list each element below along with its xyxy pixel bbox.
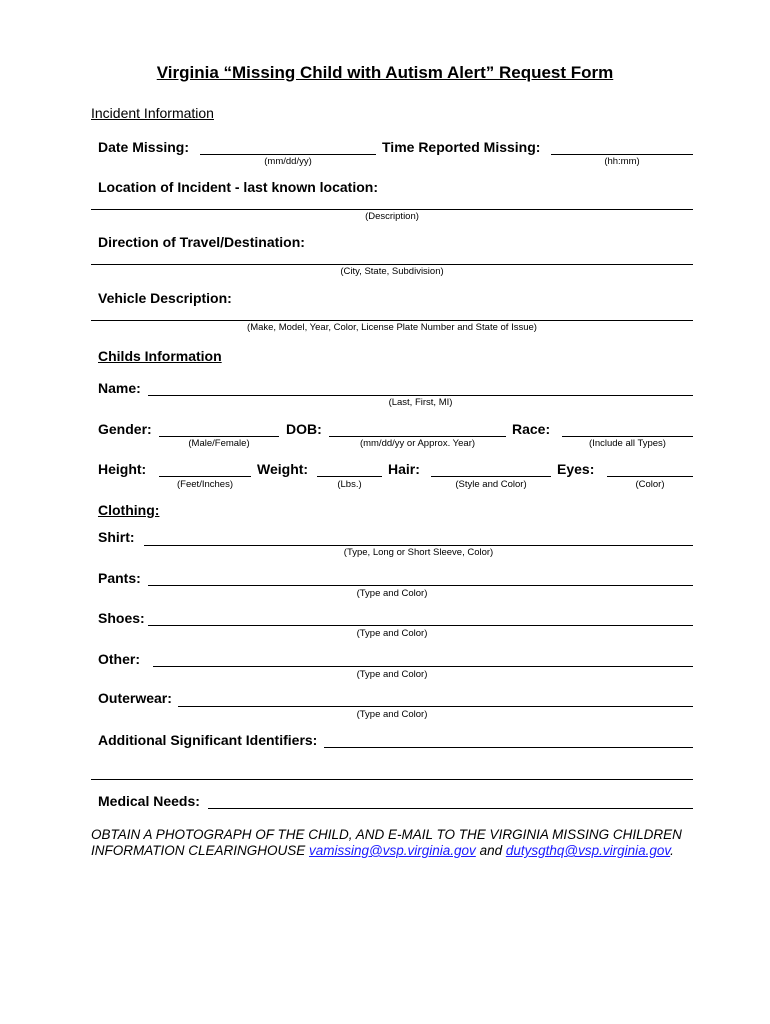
incident-heading: Incident Information: [91, 105, 214, 121]
eyes-hint: (Color): [635, 479, 665, 490]
shoes-hint: (Type and Color): [356, 628, 428, 639]
weight-label: Weight:: [257, 461, 309, 477]
shirt-label: Shirt:: [98, 529, 135, 545]
direction-label: Direction of Travel/Destination:: [98, 234, 305, 250]
child-heading: Childs Information: [98, 348, 222, 364]
height-hint: (Feet/Inches): [177, 479, 233, 490]
shirt-hint: (Type, Long or Short Sleeve, Color): [343, 547, 494, 558]
gender-label: Gender:: [98, 421, 152, 437]
additional-field[interactable]: [324, 747, 693, 748]
shirt-field[interactable]: [144, 545, 693, 546]
outerwear-label: Outerwear:: [98, 690, 172, 706]
time-reported-field[interactable]: [551, 154, 693, 155]
shoes-label: Shoes:: [98, 610, 145, 626]
dob-hint: (mm/dd/yy or Approx. Year): [359, 438, 476, 449]
other-field[interactable]: [153, 666, 693, 667]
time-reported-label: Time Reported Missing:: [382, 139, 541, 155]
direction-hint: (City, State, Subdivision): [340, 266, 444, 277]
hair-hint: (Style and Color): [455, 479, 527, 490]
race-field[interactable]: [562, 436, 693, 437]
vehicle-field[interactable]: [91, 320, 693, 321]
date-missing-field[interactable]: [200, 154, 376, 155]
location-hint: (Description): [365, 211, 419, 222]
dob-label: DOB:: [286, 421, 322, 437]
date-missing-label: Date Missing:: [98, 139, 190, 155]
outerwear-field[interactable]: [178, 706, 693, 707]
eyes-field[interactable]: [607, 476, 693, 477]
note-text-and: and: [475, 843, 506, 858]
name-field[interactable]: [148, 395, 693, 396]
hair-label: Hair:: [388, 461, 420, 477]
race-label: Race:: [512, 421, 551, 437]
other-label: Other:: [98, 651, 140, 667]
shoes-field[interactable]: [148, 625, 693, 626]
direction-field[interactable]: [91, 264, 693, 265]
additional-field-line2[interactable]: [91, 779, 693, 780]
pants-hint: (Type and Color): [356, 588, 428, 599]
additional-label: Additional Significant Identifiers:: [98, 732, 318, 748]
instruction-note: [91, 827, 691, 859]
time-reported-hint: (hh:mm): [604, 156, 640, 167]
outerwear-hint: (Type and Color): [356, 709, 428, 720]
gender-field[interactable]: [159, 436, 279, 437]
note-text-end: .: [670, 843, 674, 858]
race-hint: (Include all Types): [589, 438, 666, 449]
pants-label: Pants:: [98, 570, 141, 586]
date-missing-hint: (mm/dd/yy): [264, 156, 312, 167]
medical-field[interactable]: [208, 808, 693, 809]
vehicle-hint: (Make, Model, Year, Color, License Plate Number and State of Issue): [247, 322, 537, 333]
form-title: Virginia “Missing Child with Autism Alert” Request Form: [156, 63, 614, 82]
pants-field[interactable]: [148, 585, 693, 586]
weight-hint: (Lbs.): [337, 479, 362, 490]
dob-field[interactable]: [329, 436, 506, 437]
other-hint: (Type and Color): [356, 669, 428, 680]
height-label: Height:: [98, 461, 147, 477]
gender-hint: (Male/Female): [188, 438, 250, 449]
note-text: OBTAIN A PHOTOGRAPH OF THE CHILD, AND E-MAIL TO THE VIRGINIA MISSING CHILDREN INFORMATION CLEARINGHOUSE: [91, 827, 682, 858]
vehicle-label: Vehicle Description:: [98, 290, 232, 306]
location-label: Location of Incident - last known location:: [98, 179, 378, 195]
eyes-label: Eyes:: [557, 461, 595, 477]
clothing-heading: Clothing:: [98, 502, 160, 518]
height-field[interactable]: [159, 476, 251, 477]
medical-label: Medical Needs:: [98, 793, 200, 809]
email-link-vamissing[interactable]: vamissing@vsp.virginia.gov: [309, 843, 476, 858]
hair-field[interactable]: [431, 476, 551, 477]
email-link-dutysgthq[interactable]: dutysgthq@vsp.virginia.gov: [505, 843, 671, 858]
location-field[interactable]: [91, 209, 693, 210]
name-label: Name:: [98, 380, 141, 396]
name-hint: (Last, First, MI): [388, 397, 453, 408]
weight-field[interactable]: [317, 476, 382, 477]
